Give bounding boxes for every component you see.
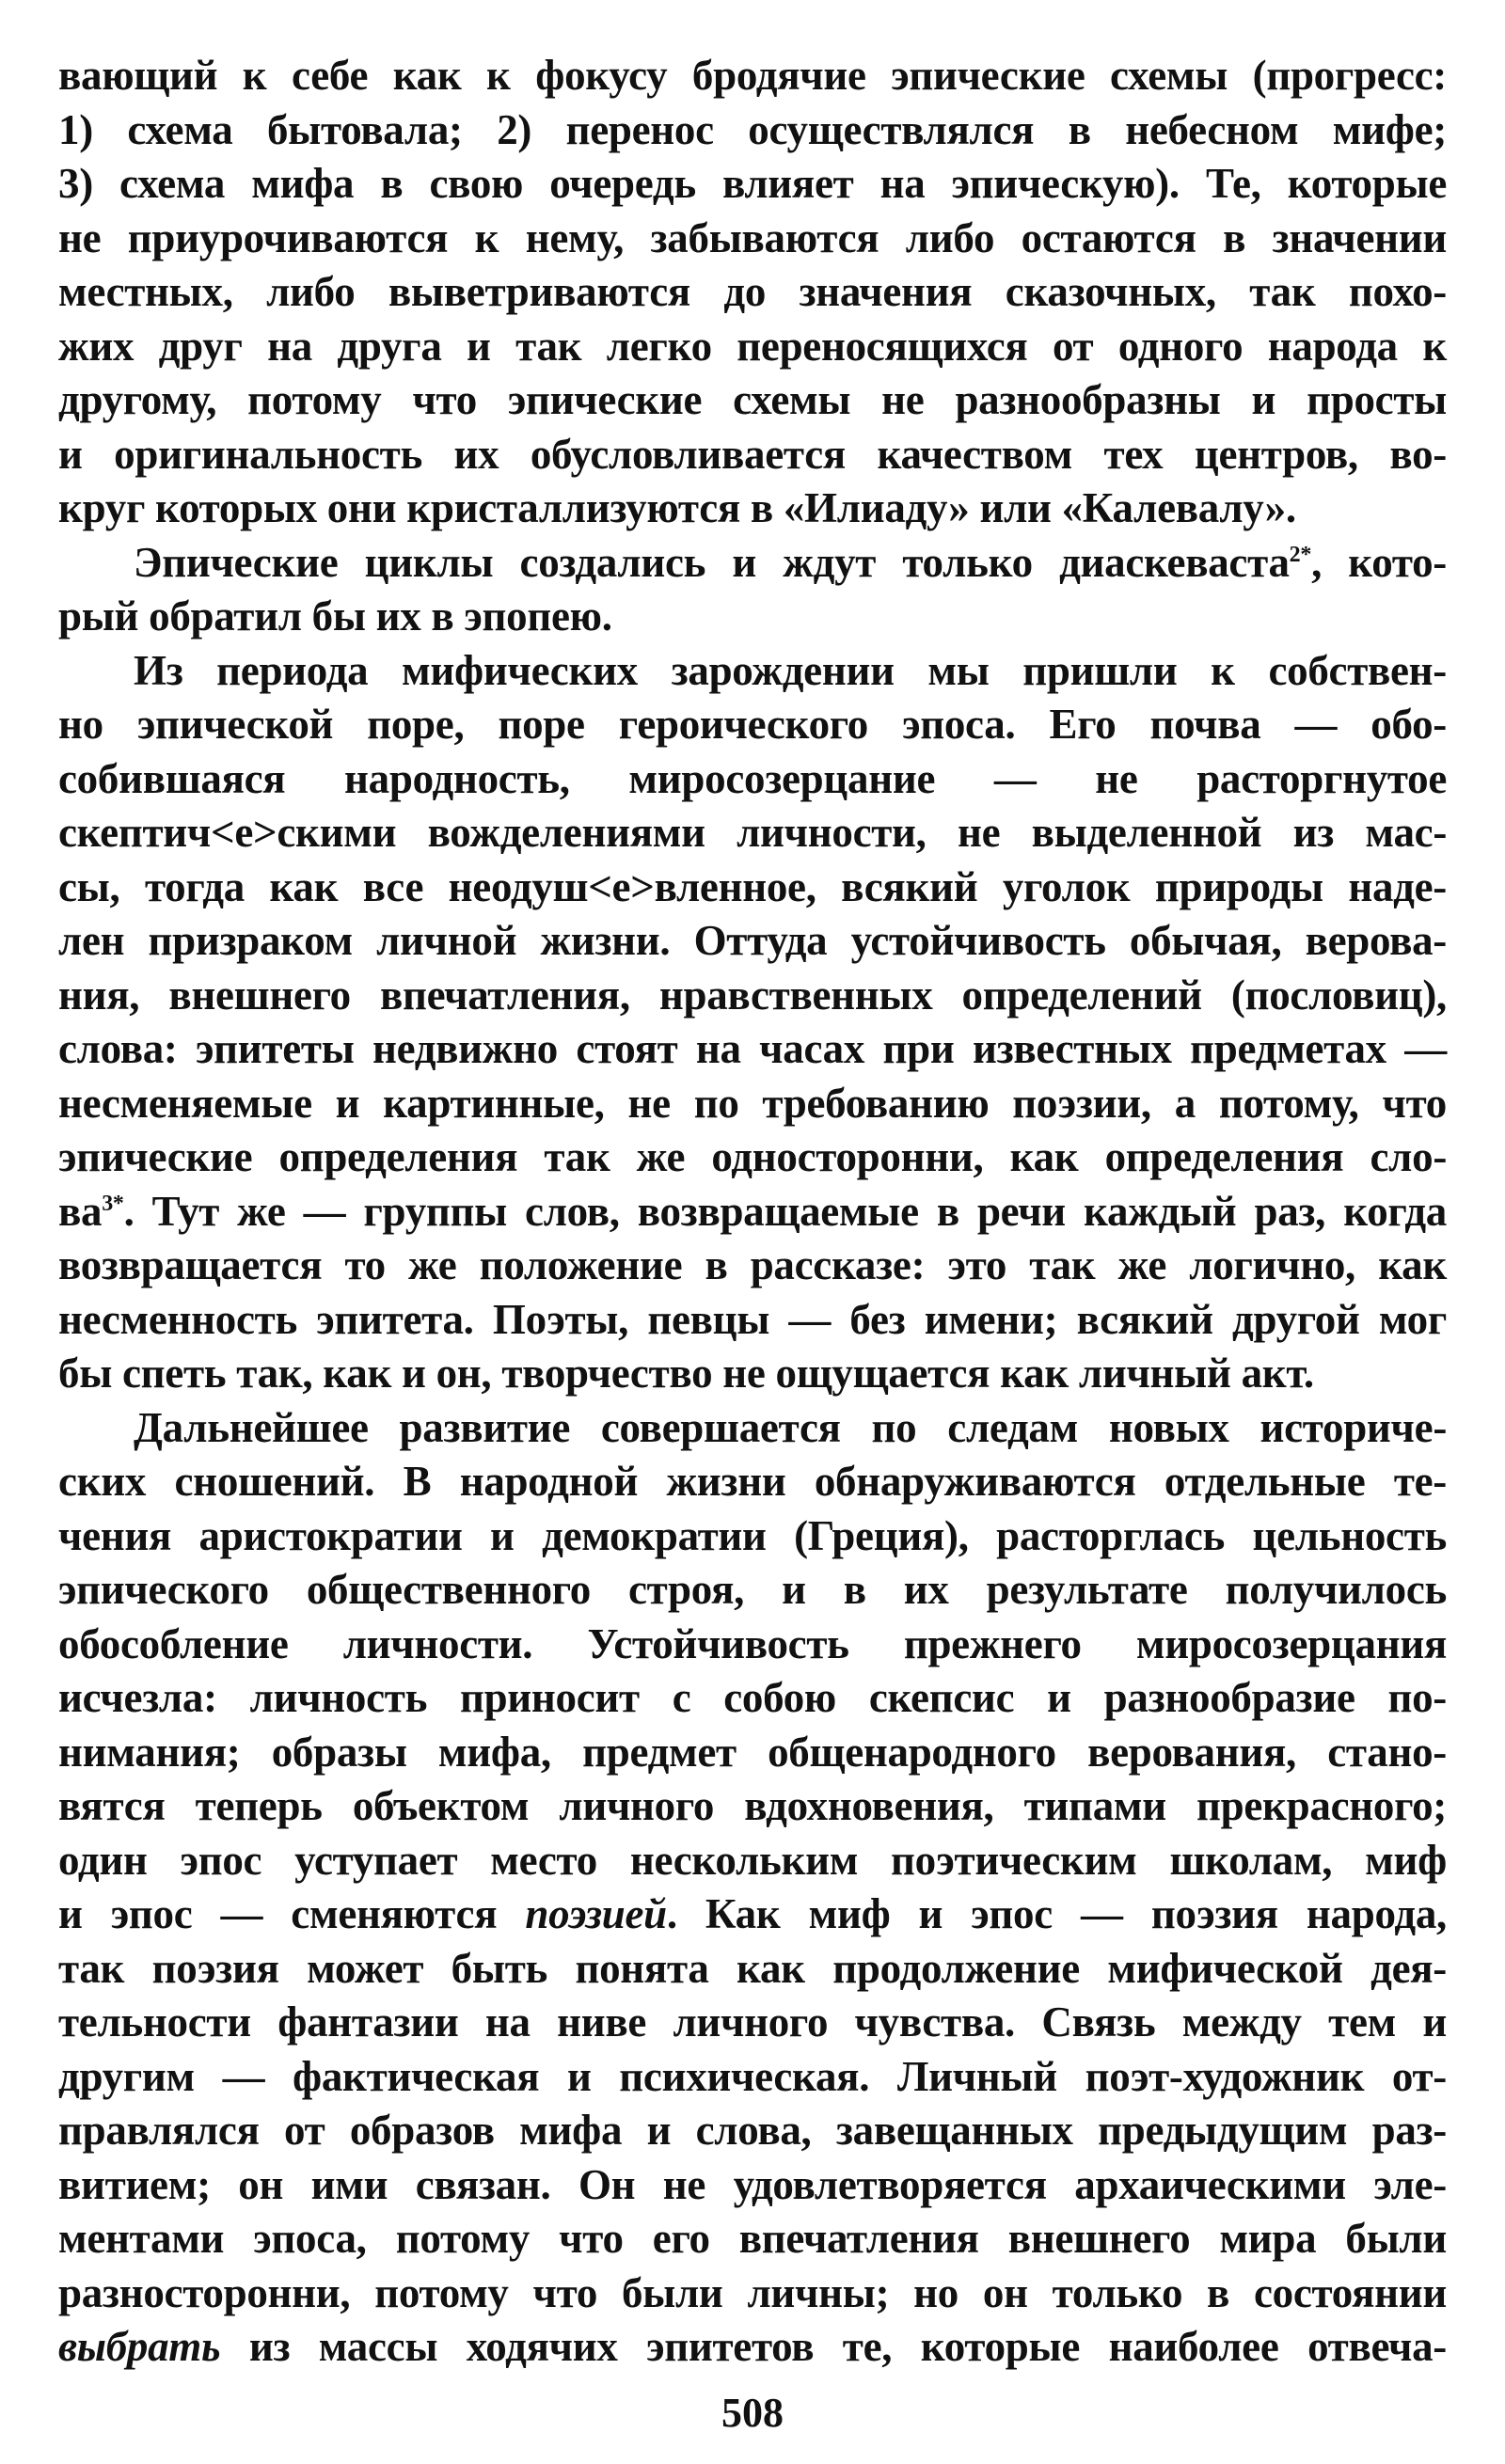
paragraph-2 (58, 536, 1447, 644)
text-line (58, 2320, 1447, 2375)
text-line: круг которых они кристаллизуются в «Илиаду» или «Калевалу». (58, 484, 1296, 531)
text-line: бы спеть так, как и он, творчество не ощущается как личный акт. (58, 1350, 1314, 1397)
text-line: тельности фантазии на ниве личного чувства. Связь между тем и (58, 1998, 1447, 2045)
text-line: но эпической поре, поре героического эпоса. Его почва — обо- (58, 701, 1447, 748)
text-line: вающий к себе как к фокусу бродячие эпические схемы (прогресс: (58, 52, 1447, 99)
text-segment: из массы ходячих эпитетов те, которые наиболее отвеча- (248, 2323, 1447, 2370)
text-line: возвращается то же положение в рассказе: это так же логично, как (58, 1241, 1447, 1288)
text-line (58, 1887, 1447, 1942)
body-text (58, 49, 1447, 2375)
italic-word: выбрать (58, 2323, 221, 2370)
text-line: собившаяся народность, миросозерцание — не расторгнутое (58, 754, 1447, 802)
text-line: несменность эпитета. Поэты, певцы — без имени; всякий другой мог (58, 1295, 1447, 1343)
text-segment: ва (58, 1187, 103, 1235)
paragraph-4 (58, 1401, 1447, 2375)
text-line: разносторонни, потому что были личны; но он только в состоянии (58, 2268, 1447, 2316)
page-number: 508 (721, 2390, 784, 2436)
text-line: рый обратил бы их в эпопею. (58, 592, 612, 640)
text-line: другим — фактическая и психическая. Личный поэт-художник от- (58, 2052, 1447, 2100)
text-segment: и эпос — сменяются (58, 1890, 498, 1937)
paragraph-1 (58, 49, 1447, 536)
text-line: ментами эпоса, потому что его впечатления внешнего мира были (58, 2215, 1447, 2262)
text-line (58, 1185, 1447, 1240)
text-line: чения аристократии и демократии (Греция), расторглась цельность (58, 1511, 1447, 1559)
italic-word: поэзией (525, 1890, 667, 1937)
text-line: слова: эпитеты недвижно стоят на часах при известных предметах — (58, 1025, 1447, 1072)
text-line: несменяемые и картинные, не по требованию поэзии, а потому, что (58, 1079, 1447, 1127)
text-line: жих друг на друга и так легко переносящихся от одного народа к (58, 322, 1447, 370)
text-line (58, 536, 1447, 591)
text-line: лен призраком личной жизни. Оттуда устойчивость обычая, верова- (58, 917, 1447, 964)
text-line: местных, либо выветриваются до значения сказочных, так похо- (58, 268, 1447, 315)
text-segment: Эпические циклы создались и ждут только диаскеваста (134, 538, 1290, 586)
text-line: нимания; образы мифа, предмет общенародного верования, стано- (58, 1728, 1447, 1776)
text-line: скептич<е>скими вожделениями личности, не выделенной из мас- (58, 809, 1447, 856)
paragraph-3 (58, 644, 1447, 1401)
text-segment: . Как миф и эпос — поэзия народа, (666, 1890, 1447, 1937)
text-segment: , кото- (1311, 538, 1447, 586)
text-line: сы, тогда как все неодуш<е>вленное, всякий уголок природы наде- (58, 862, 1447, 910)
text-line: Дальнейшее развитие совершается по следам новых историче- (134, 1403, 1447, 1451)
text-line: другому, потому что эпические схемы не разнообразны и просты (58, 376, 1447, 423)
footnote-marker: 3* (102, 1191, 124, 1216)
text-line: обособление личности. Устойчивость прежнего миросозерцания (58, 1619, 1447, 1667)
text-line: витием; он ими связан. Он не удовлетворяется архаическими эле- (58, 2160, 1447, 2208)
footnote-marker: 2* (1289, 542, 1312, 567)
text-line: ния, внешнего впечатления, нравственных определений (пословиц), (58, 971, 1447, 1019)
text-line: правлялся от образов мифа и слова, завещанных предыдущим раз- (58, 2107, 1447, 2154)
text-line: вятся теперь объектом личного вдохновения, типами прекрасного; (58, 1782, 1447, 1829)
text-line: эпического общественного строя, и в их результате получилось (58, 1566, 1447, 1613)
text-line: 3) схема мифа в свою очередь влияет на эпическую). Те, которые (58, 160, 1447, 207)
text-line: исчезла: личность приносит с собою скепсис и разнообразие по- (58, 1674, 1447, 1721)
text-line: 1) схема бытовала; 2) перенос осуществлялся в небесном мифе; (58, 105, 1447, 153)
text-line: один эпос уступает место нескольким поэтическим школам, миф (58, 1836, 1447, 1884)
text-line: не приурочиваются к нему, забываются либо остаются в значении (58, 213, 1447, 261)
text-line: ских сношений. В народной жизни обнаруживаются отдельные те- (58, 1458, 1447, 1505)
text-line: эпические определения так же односторонни, как определения сло- (58, 1133, 1447, 1180)
text-line: так поэзия может быть понята как продолжение мифической дея- (58, 1944, 1447, 1992)
text-line: Из периода мифических зарождении мы пришли к собствен- (134, 646, 1447, 694)
text-line: и оригинальность их обусловливается качеством тех центров, во- (58, 430, 1447, 478)
text-segment: . Тут же — группы слов, возвращаемые в речи каждый раз, когда (123, 1187, 1447, 1235)
